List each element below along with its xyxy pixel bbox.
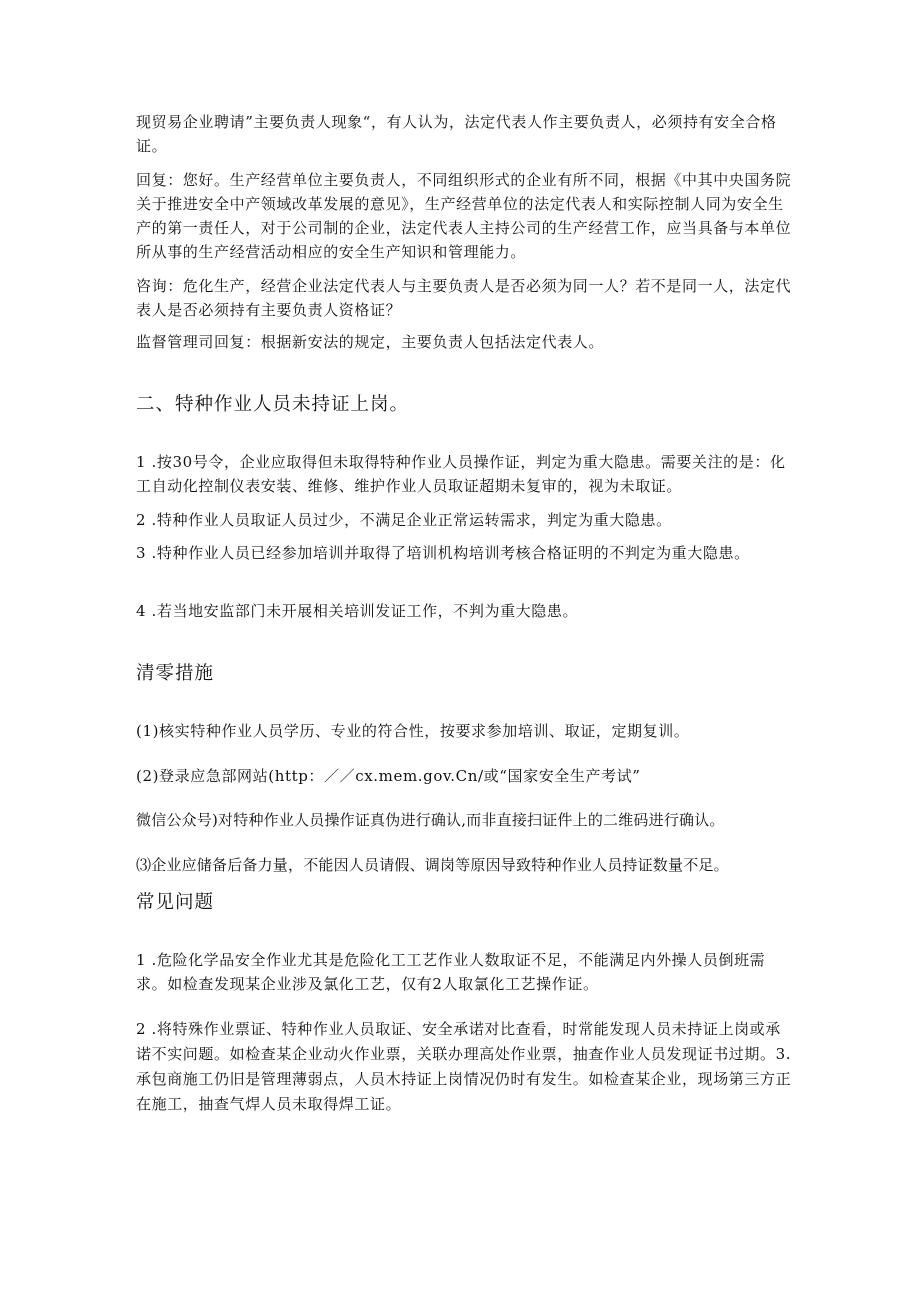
measure-item-2-line-2: 微信公众号)对特种作业人员操作证真伪进行确认,而非直接扫证件上的二维码进行确认。 <box>136 811 725 829</box>
list-item-1: 1 .按30号令，企业应取得但未取得特种作业人员操作证，判定为重大隐患。需要关注的是：化工自动化控制仪表安装、维修、维护作业人员取证超期未复审的，视为未取证。 <box>136 453 786 495</box>
intro-paragraph-1: 现贸易企业聘请”主要负责人现象“，有人认为，法定代表人作主要负责人，必须持有安全合格证。 <box>136 113 777 155</box>
faq-item-1: 1 .危险化学品安全作业尤其是危险化工工艺作业人数取证不足，不能满足内外操人员倒班需求。如检查发现某企业涉及氯化工艺，仅有2人取氯化工艺操作证。 <box>136 951 766 993</box>
measure-item-2-line-1: (2)登录应急部网站(http：／／cx.mem.gov.Cn/或“国家安全生产考试” <box>136 767 641 785</box>
faq-item-2: 2 .将特殊作业票证、特种作业人员取证、安全承诺对比查看，时常能发现人员未持证上岗或承诺不实问题。如检查某企业动火作业票，关联办理高处作业票，抽查作业人员发现证书过期。3.承包商施工仍旧是管理薄弱点，人员木持证上岗情况仍时有发生。如检查某企业，现场第三方正在施工，抽查气焊人员未取得焊工证。 <box>136 1020 792 1113</box>
section-heading-special-operations: 二、特种作业人员未持证上岗。 <box>136 394 410 415</box>
intro-question-paragraph: 咨询：危化生产，经营企业法定代表人与主要负责人是否必须为同一人？若不是同一人，法定代表人是否必须持有主要负责人资格证？ <box>136 277 792 319</box>
section-heading-measures: 清零措施 <box>136 663 215 684</box>
measure-item-3: ⑶企业应储备后备力量，不能因人员请假、调岗等原因导致特种作业人员持证数量不足。 <box>136 856 729 874</box>
list-item-3: 3 .特种作业人员已经参加培训并取得了培训机构培训考核合格证明的不判定为重大隐患。 <box>136 544 750 562</box>
measure-item-1: (1)核实特种作业人员学历、专业的符合性，按要求参加培训、取证，定期复训。 <box>136 722 690 740</box>
intro-supervision-reply: 监督管理司回复：根据新安法的规定，主要负责人包括法定代表人。 <box>136 333 605 351</box>
list-item-4: 4 .若当地安监部门未开展相关培训发证工作，不判为重大隐患。 <box>136 602 579 620</box>
section-heading-faq: 常见问题 <box>136 892 215 913</box>
list-item-2: 2 .特种作业人员取证人员过少，不满足企业正常运转需求，判定为重大隐患。 <box>136 511 672 529</box>
intro-reply-paragraph: 回复：您好。生产经营单位主要负责人，不同组织形式的企业有所不同，根据《中其中央国务院关于推进安全中产领域改革发展的意见》，生产经营单位的法定代表人和实际控制人同为安全生产的第一责任人，对于公司制的企业，法定代表人主持公司的生产经营工作，应当具备与本单位所从事的生产经营活动相应的安全生产知识和管理能力。 <box>136 171 792 261</box>
